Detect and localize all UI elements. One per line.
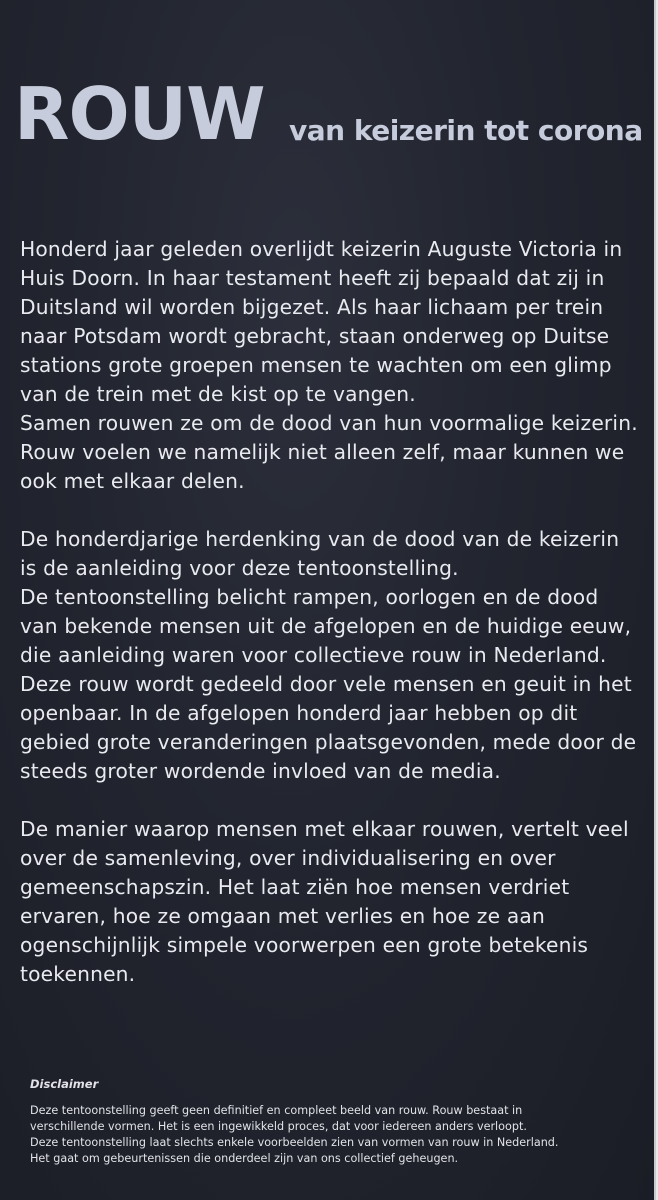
disclaimer-line: Deze tentoonstelling geeft geen definitief en compleet beeld van rouw. Rouw bestaat in	[30, 1104, 523, 1117]
text-line: ogenschijnlijk simpele voorwerpen een grote betekenis	[20, 933, 589, 957]
sign-title: ROUW	[14, 72, 265, 156]
sign-body-text	[20, 235, 640, 1018]
text-line: Huis Doorn. In haar testament heeft zij bepaald dat zij in	[20, 266, 605, 290]
disclaimer-line: verschillende vormen. Het is een ingewikkeld proces, dat voor iedereen anders verloopt.	[30, 1120, 527, 1133]
sign-subtitle: van keizerin tot corona	[289, 114, 643, 147]
disclaimer-heading: Disclaimer	[30, 1077, 99, 1091]
text-line: toekennen.	[20, 962, 136, 986]
text-line: gemeenschapszin. Het laat ziën hoe mensen verdriet	[20, 875, 570, 899]
text-line: openbaar. In de afgelopen honderd jaar hebben op dit	[20, 701, 578, 725]
text-line: van de trein met de kist op te vangen.	[20, 382, 416, 406]
text-line: ook met elkaar delen.	[20, 469, 245, 493]
text-line: gebied grote veranderingen plaatsgevonden, mede door de	[20, 730, 637, 754]
disclaimer-line: Het gaat om gebeurtenissen die onderdeel zijn van ons collectief geheugen.	[30, 1152, 459, 1165]
text-line: Samen rouwen ze om de dood van hun voormalige keizerin.	[20, 411, 638, 435]
disclaimer-line: Deze tentoonstelling laat slechts enkele voorbeelden zien van vormen van rouw in Nederland.	[30, 1136, 559, 1149]
text-line: Deze rouw wordt gedeeld door vele mensen en geuit in het	[20, 672, 632, 696]
paragraph-2	[20, 525, 640, 786]
text-line: is de aanleiding voor deze tentoonstelling.	[20, 556, 459, 580]
text-line: De manier waarop mensen met elkaar rouwen, vertelt veel	[20, 817, 629, 841]
text-line: Duitsland wil worden bijgezet. Als haar lichaam per trein	[20, 295, 604, 319]
text-line: ervaren, hoe ze omgaan met verlies en hoe ze aan	[20, 904, 545, 928]
paragraph-1	[20, 235, 640, 496]
text-line: naar Potsdam wordt gebracht, staan onderweg op Duitse	[20, 324, 610, 348]
text-line: De tentoonstelling belicht rampen, oorlogen en de dood	[20, 585, 599, 609]
text-line: van bekende mensen uit de afgelopen en de huidige eeuw,	[20, 614, 632, 638]
text-line: De honderdjarige herdenking van de dood van de keizerin	[20, 527, 620, 551]
text-line: Honderd jaar geleden overlijdt keizerin Auguste Victoria in	[20, 237, 623, 261]
text-line: Rouw voelen we namelijk niet alleen zelf, maar kunnen we	[20, 440, 625, 464]
text-line: over de samenleving, over individualisering en over	[20, 846, 556, 870]
text-line: stations grote groepen mensen te wachten om een glimp	[20, 353, 612, 377]
text-line: die aanleiding waren voor collectieve rouw in Nederland.	[20, 643, 607, 667]
text-line: steeds groter wordende invloed van de media.	[20, 759, 501, 783]
paragraph-3	[20, 815, 640, 989]
disclaimer-block	[30, 1077, 630, 1167]
